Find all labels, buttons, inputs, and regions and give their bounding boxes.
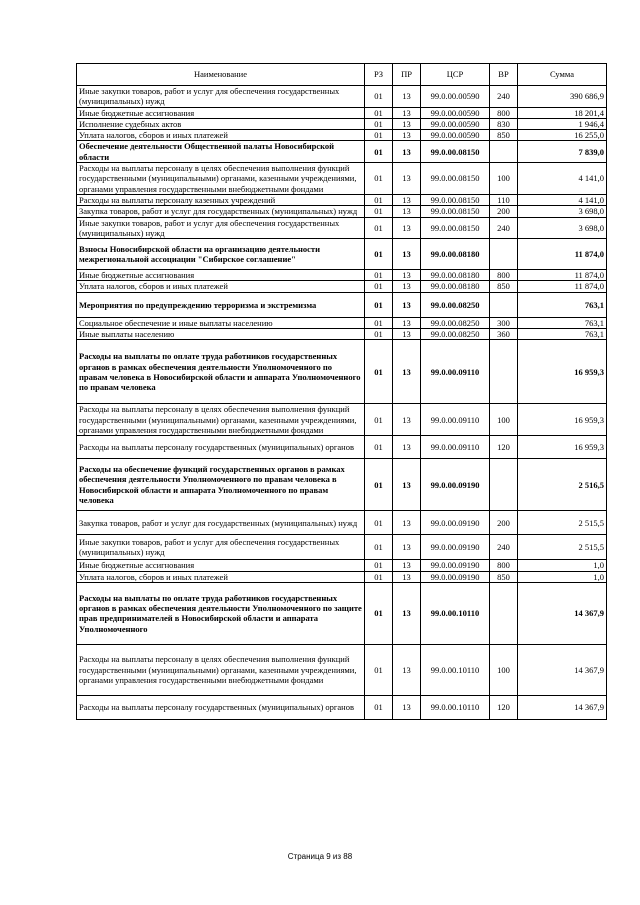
table-body xyxy=(77,86,607,720)
cell-sum: 16 959,3 xyxy=(518,340,607,404)
budget-table-sheet xyxy=(76,63,606,720)
cell-pr: 13 xyxy=(393,163,421,195)
cell-csr: 99.0.00.00590 xyxy=(421,86,490,108)
cell-name: Уплата налогов, сборов и иных платежей xyxy=(77,281,365,292)
cell-rz: 01 xyxy=(365,535,393,560)
cell-rz: 01 xyxy=(365,163,393,195)
table-row xyxy=(77,560,607,571)
cell-csr: 99.0.00.08250 xyxy=(421,317,490,328)
header-name: Наименование xyxy=(77,64,365,86)
cell-sum: 763,1 xyxy=(518,329,607,340)
cell-csr: 99.0.00.08180 xyxy=(421,239,490,270)
cell-pr: 13 xyxy=(393,329,421,340)
cell-vr: 200 xyxy=(490,206,518,217)
cell-sum: 4 141,0 xyxy=(518,194,607,205)
cell-rz: 01 xyxy=(365,194,393,205)
cell-pr: 13 xyxy=(393,436,421,459)
cell-name: Уплата налогов, сборов и иных платежей xyxy=(77,571,365,582)
cell-vr: 100 xyxy=(490,404,518,436)
cell-pr: 13 xyxy=(393,130,421,141)
cell-rz: 01 xyxy=(365,118,393,129)
cell-pr: 13 xyxy=(393,141,421,163)
cell-sum: 11 874,0 xyxy=(518,239,607,270)
cell-name: Иные закупки товаров, работ и услуг для обеспечения государственных (муниципальных) нужд xyxy=(77,86,365,108)
table-row xyxy=(77,571,607,582)
header-sum: Сумма xyxy=(518,64,607,86)
cell-sum: 763,1 xyxy=(518,292,607,317)
cell-name: Иные выплаты населению xyxy=(77,329,365,340)
cell-pr: 13 xyxy=(393,582,421,644)
cell-pr: 13 xyxy=(393,511,421,535)
cell-sum: 11 874,0 xyxy=(518,270,607,281)
cell-csr: 99.0.00.08150 xyxy=(421,217,490,239)
cell-pr: 13 xyxy=(393,270,421,281)
cell-pr: 13 xyxy=(393,107,421,118)
cell-pr: 13 xyxy=(393,217,421,239)
cell-sum: 11 874,0 xyxy=(518,281,607,292)
cell-name: Закупка товаров, работ и услуг для государственных (муниципальных) нужд xyxy=(77,206,365,217)
table-row xyxy=(77,107,607,118)
cell-name: Исполнение судебных актов xyxy=(77,118,365,129)
cell-sum: 2 515,5 xyxy=(518,511,607,535)
cell-name: Иные бюджетные ассигнования xyxy=(77,560,365,571)
cell-vr: 360 xyxy=(490,329,518,340)
cell-name: Расходы на обеспечение функций государственных органов в рамках обеспечения деятельности Уполномоченного по правам человека в Новосибирской области и аппарата Уполномоченного по правам человека xyxy=(77,459,365,511)
table-row xyxy=(77,340,607,404)
cell-pr: 13 xyxy=(393,459,421,511)
cell-rz: 01 xyxy=(365,436,393,459)
cell-csr: 99.0.00.09190 xyxy=(421,535,490,560)
table-row xyxy=(77,644,607,695)
cell-pr: 13 xyxy=(393,281,421,292)
cell-csr: 99.0.00.08150 xyxy=(421,206,490,217)
cell-pr: 13 xyxy=(393,644,421,695)
cell-sum: 2 516,5 xyxy=(518,459,607,511)
cell-rz: 01 xyxy=(365,281,393,292)
table-row xyxy=(77,239,607,270)
cell-name: Иные бюджетные ассигнования xyxy=(77,270,365,281)
cell-pr: 13 xyxy=(393,571,421,582)
cell-rz: 01 xyxy=(365,239,393,270)
cell-vr: 800 xyxy=(490,270,518,281)
cell-csr: 99.0.00.08150 xyxy=(421,141,490,163)
cell-sum: 16 255,0 xyxy=(518,130,607,141)
cell-sum: 14 367,9 xyxy=(518,644,607,695)
cell-rz: 01 xyxy=(365,582,393,644)
cell-vr: 240 xyxy=(490,535,518,560)
cell-rz: 01 xyxy=(365,560,393,571)
table-row xyxy=(77,141,607,163)
cell-vr xyxy=(490,239,518,270)
cell-sum: 4 141,0 xyxy=(518,163,607,195)
cell-sum: 3 698,0 xyxy=(518,217,607,239)
cell-sum: 1,0 xyxy=(518,571,607,582)
cell-vr xyxy=(490,459,518,511)
table-row xyxy=(77,436,607,459)
cell-vr: 100 xyxy=(490,163,518,195)
cell-name: Иные бюджетные ассигнования xyxy=(77,107,365,118)
cell-name: Мероприятия по предупреждению терроризма и экстремизма xyxy=(77,292,365,317)
cell-rz: 01 xyxy=(365,141,393,163)
cell-name: Расходы на выплаты персоналу казенных учреждений xyxy=(77,194,365,205)
header-csr: ЦСР xyxy=(421,64,490,86)
cell-name: Расходы на выплаты персоналу в целях обеспечения выполнения функций государственными (муниципальными) органами, казенными учреждениями, органами управления государственными внебюджетными фондами xyxy=(77,163,365,195)
cell-csr: 99.0.00.00590 xyxy=(421,107,490,118)
cell-rz: 01 xyxy=(365,511,393,535)
cell-pr: 13 xyxy=(393,206,421,217)
cell-sum: 3 698,0 xyxy=(518,206,607,217)
cell-vr xyxy=(490,141,518,163)
cell-sum: 1,0 xyxy=(518,560,607,571)
cell-csr: 99.0.00.09110 xyxy=(421,436,490,459)
cell-csr: 99.0.00.09190 xyxy=(421,459,490,511)
table-row xyxy=(77,459,607,511)
cell-vr: 240 xyxy=(490,86,518,108)
cell-name: Закупка товаров, работ и услуг для государственных (муниципальных) нужд xyxy=(77,511,365,535)
table-row xyxy=(77,118,607,129)
table-row xyxy=(77,86,607,108)
table-row xyxy=(77,695,607,719)
cell-name: Расходы на выплаты персоналу в целях обеспечения выполнения функций государственными (муниципальными) органами, казенными учреждениями, органами управления государственными внебюджетными фондами xyxy=(77,404,365,436)
cell-sum: 18 201,4 xyxy=(518,107,607,118)
cell-csr: 99.0.00.09110 xyxy=(421,340,490,404)
cell-rz: 01 xyxy=(365,459,393,511)
cell-rz: 01 xyxy=(365,571,393,582)
cell-name: Взносы Новосибирской области на организацию деятельности межрегиональной ассоциации "Сибирское соглашение" xyxy=(77,239,365,270)
cell-vr: 100 xyxy=(490,644,518,695)
table-row xyxy=(77,329,607,340)
cell-csr: 99.0.00.10110 xyxy=(421,695,490,719)
cell-vr: 120 xyxy=(490,695,518,719)
table-header-row xyxy=(77,64,607,86)
cell-sum: 14 367,9 xyxy=(518,695,607,719)
cell-rz: 01 xyxy=(365,217,393,239)
cell-rz: 01 xyxy=(365,270,393,281)
cell-rz: 01 xyxy=(365,644,393,695)
cell-rz: 01 xyxy=(365,130,393,141)
cell-name: Расходы на выплаты персоналу государственных (муниципальных) органов xyxy=(77,695,365,719)
cell-vr: 850 xyxy=(490,130,518,141)
table-row xyxy=(77,130,607,141)
cell-name: Обеспечение деятельности Общественной палаты Новосибирской области xyxy=(77,141,365,163)
cell-pr: 13 xyxy=(393,695,421,719)
cell-vr: 850 xyxy=(490,571,518,582)
cell-pr: 13 xyxy=(393,404,421,436)
cell-pr: 13 xyxy=(393,340,421,404)
cell-pr: 13 xyxy=(393,560,421,571)
cell-vr xyxy=(490,292,518,317)
cell-sum: 16 959,3 xyxy=(518,436,607,459)
cell-vr: 830 xyxy=(490,118,518,129)
cell-name: Расходы на выплаты персоналу в целях обеспечения выполнения функций государственными (муниципальными) органами, казенными учреждениями, органами управления государственными внебюджетными фондами xyxy=(77,644,365,695)
cell-sum: 763,1 xyxy=(518,317,607,328)
cell-vr: 120 xyxy=(490,436,518,459)
cell-name: Социальное обеспечение и иные выплаты населению xyxy=(77,317,365,328)
header-rz: РЗ xyxy=(365,64,393,86)
cell-vr: 240 xyxy=(490,217,518,239)
cell-name: Иные закупки товаров, работ и услуг для обеспечения государственных (муниципальных) нужд xyxy=(77,535,365,560)
cell-csr: 99.0.00.00590 xyxy=(421,118,490,129)
cell-vr: 800 xyxy=(490,560,518,571)
cell-csr: 99.0.00.10110 xyxy=(421,644,490,695)
cell-pr: 13 xyxy=(393,292,421,317)
cell-name: Иные закупки товаров, работ и услуг для обеспечения государственных (муниципальных) нужд xyxy=(77,217,365,239)
table-row xyxy=(77,582,607,644)
cell-rz: 01 xyxy=(365,86,393,108)
cell-pr: 13 xyxy=(393,535,421,560)
cell-pr: 13 xyxy=(393,118,421,129)
cell-csr: 99.0.00.09190 xyxy=(421,571,490,582)
table-row xyxy=(77,270,607,281)
cell-csr: 99.0.00.08250 xyxy=(421,329,490,340)
cell-rz: 01 xyxy=(365,107,393,118)
cell-pr: 13 xyxy=(393,317,421,328)
cell-csr: 99.0.00.08150 xyxy=(421,163,490,195)
cell-sum: 390 686,9 xyxy=(518,86,607,108)
cell-sum: 7 839,0 xyxy=(518,141,607,163)
cell-sum: 14 367,9 xyxy=(518,582,607,644)
cell-name: Расходы на выплаты по оплате труда работников государственных органов в рамках обеспечения деятельности Уполномоченного по защите прав предпринимателей в Новосибирской области и аппарата Уполномоченного xyxy=(77,582,365,644)
cell-rz: 01 xyxy=(365,340,393,404)
cell-csr: 99.0.00.08250 xyxy=(421,292,490,317)
table-row xyxy=(77,194,607,205)
table-row xyxy=(77,535,607,560)
cell-rz: 01 xyxy=(365,206,393,217)
cell-vr: 110 xyxy=(490,194,518,205)
cell-pr: 13 xyxy=(393,194,421,205)
budget-table xyxy=(76,63,607,720)
cell-rz: 01 xyxy=(365,695,393,719)
cell-sum: 16 959,3 xyxy=(518,404,607,436)
cell-rz: 01 xyxy=(365,292,393,317)
cell-pr: 13 xyxy=(393,239,421,270)
cell-rz: 01 xyxy=(365,329,393,340)
table-row xyxy=(77,292,607,317)
header-vr: ВР xyxy=(490,64,518,86)
cell-rz: 01 xyxy=(365,317,393,328)
table-row xyxy=(77,206,607,217)
cell-sum: 2 515,5 xyxy=(518,535,607,560)
cell-csr: 99.0.00.00590 xyxy=(421,130,490,141)
cell-name: Расходы на выплаты по оплате труда работников государственных органов в рамках обеспечения деятельности Уполномоченного по правам человека в Новосибирской области и аппарата Уполномоченного по правам человека xyxy=(77,340,365,404)
table-row xyxy=(77,163,607,195)
table-row xyxy=(77,404,607,436)
header-pr: ПР xyxy=(393,64,421,86)
cell-vr: 300 xyxy=(490,317,518,328)
cell-csr: 99.0.00.10110 xyxy=(421,582,490,644)
cell-vr xyxy=(490,340,518,404)
cell-vr: 200 xyxy=(490,511,518,535)
table-row xyxy=(77,281,607,292)
cell-name: Уплата налогов, сборов и иных платежей xyxy=(77,130,365,141)
cell-rz: 01 xyxy=(365,404,393,436)
table-row xyxy=(77,511,607,535)
cell-csr: 99.0.00.08150 xyxy=(421,194,490,205)
page-number: Страница 9 из 88 xyxy=(287,852,353,861)
cell-vr: 800 xyxy=(490,107,518,118)
cell-csr: 99.0.00.09190 xyxy=(421,560,490,571)
cell-csr: 99.0.00.09190 xyxy=(421,511,490,535)
table-row xyxy=(77,317,607,328)
cell-csr: 99.0.00.08180 xyxy=(421,270,490,281)
cell-name: Расходы на выплаты персоналу государственных (муниципальных) органов xyxy=(77,436,365,459)
cell-vr: 850 xyxy=(490,281,518,292)
table-row xyxy=(77,217,607,239)
cell-vr xyxy=(490,582,518,644)
cell-sum: 1 946,4 xyxy=(518,118,607,129)
cell-pr: 13 xyxy=(393,86,421,108)
cell-csr: 99.0.00.09110 xyxy=(421,404,490,436)
cell-csr: 99.0.00.08180 xyxy=(421,281,490,292)
